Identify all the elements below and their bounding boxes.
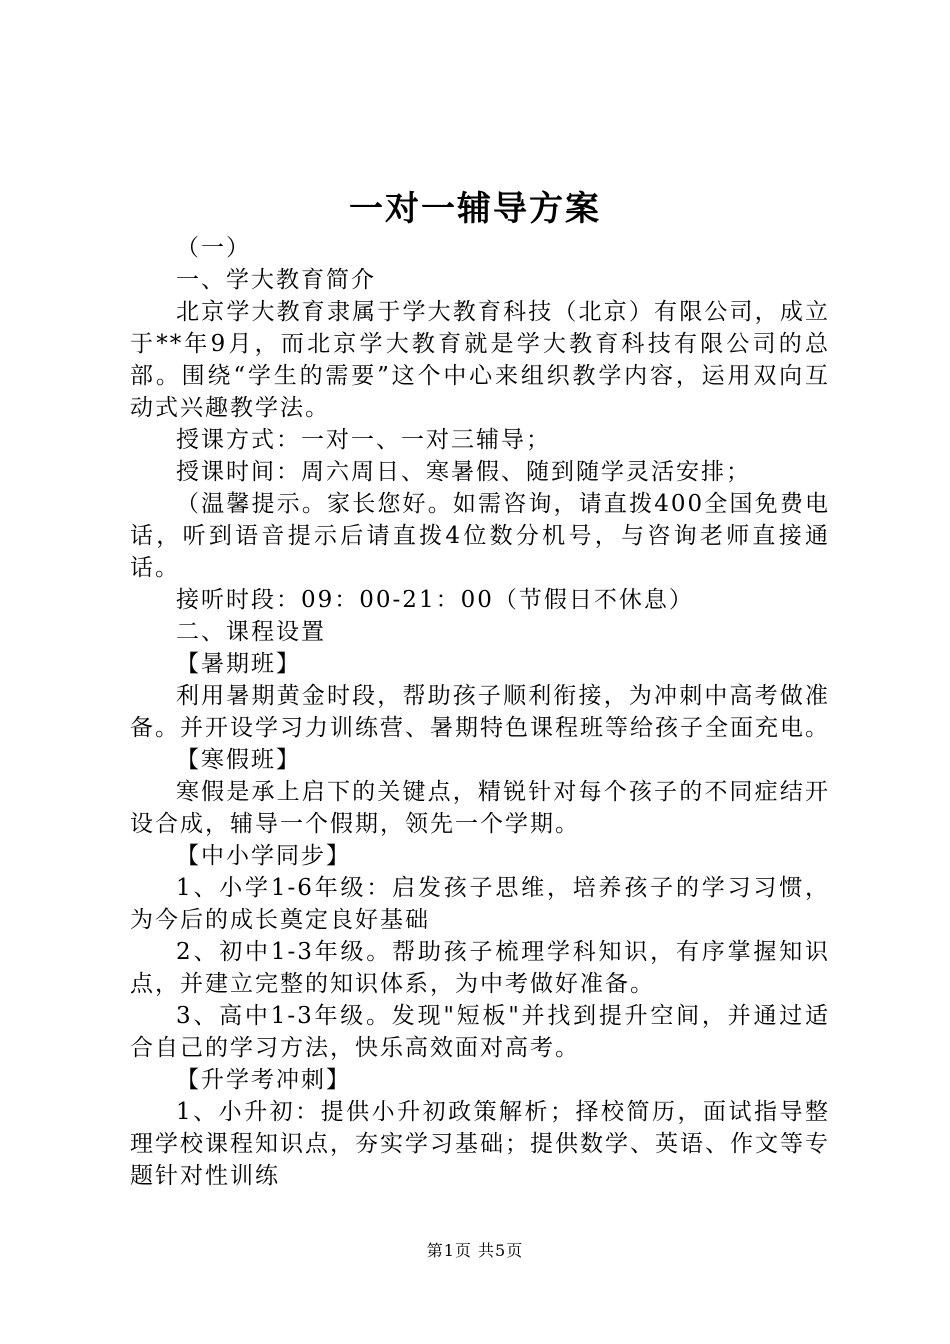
subheading-winter: 【寒假班】 — [176, 747, 301, 773]
paragraph-hotline-hours: 接听时段：09：00-21：00（节假日不休息） — [176, 587, 694, 613]
paragraph-teaching-mode: 授课方式：一对一、一对三辅导； — [176, 427, 551, 453]
section-heading-intro: 一、学大教育简介 — [176, 267, 376, 293]
paragraph-company-intro: 北京学大教育隶属于学大教育科技（北京）有限公司，成立于**年9月，而北京学大教育就是学大教育科技有限公司的总部。围绕“学生的需要”这个中心来组织教学内容，运用双向互动式兴趣教学法。 — [130, 299, 830, 421]
subheading-exam-sprint: 【升学考冲刺】 — [176, 1067, 351, 1093]
list-item-primary: 1、小学1-6年级：启发孩子思维，培养孩子的学习习惯，为今后的成长奠定良好基础 — [130, 875, 830, 933]
document-body — [130, 232, 830, 1192]
list-item-senior: 3、高中1-3年级。发现"短板"并找到提升空间，并通过适合自己的学习方法，快乐高效面对高考。 — [130, 1003, 830, 1061]
paragraph-summer: 利用暑期黄金时段，帮助孩子顺利衔接，为冲刺中高考做准备。并开设学习力训练营、暑期特色课程班等给孩子全面充电。 — [130, 683, 830, 741]
list-item-primary-to-junior: 1、小升初：提供小升初政策解析；择校简历，面试指导整理学校课程知识点，夯实学习基础；提供数学、英语、作文等专题针对性训练 — [130, 1099, 830, 1189]
list-item-junior: 2、初中1-3年级。帮助孩子梳理学科知识，有序掌握知识点，并建立完整的知识体系，为中考做好准备。 — [130, 939, 830, 997]
document-title: 一对一辅导方案 — [349, 189, 601, 229]
paragraph-teaching-time: 授课时间：周六周日、寒暑假、随到随学灵活安排； — [176, 459, 751, 485]
subheading-sync: 【中小学同步】 — [176, 843, 351, 869]
section-marker: （一） — [176, 235, 251, 261]
section-heading-courses: 二、课程设置 — [176, 619, 326, 645]
paragraph-winter: 寒假是承上启下的关键点，精锐针对每个孩子的不同症结开设合成，辅导一个假期，领先一个学期。 — [130, 779, 830, 837]
page-footer: 第1页 共5页 — [426, 1241, 524, 1260]
subheading-summer: 【暑期班】 — [176, 651, 301, 677]
paragraph-tip: （温馨提示。家长您好。如需咨询，请直拨400全国免费电话，听到语音提示后请直拨4位数分机号，与咨询老师直接通话。 — [130, 491, 830, 581]
